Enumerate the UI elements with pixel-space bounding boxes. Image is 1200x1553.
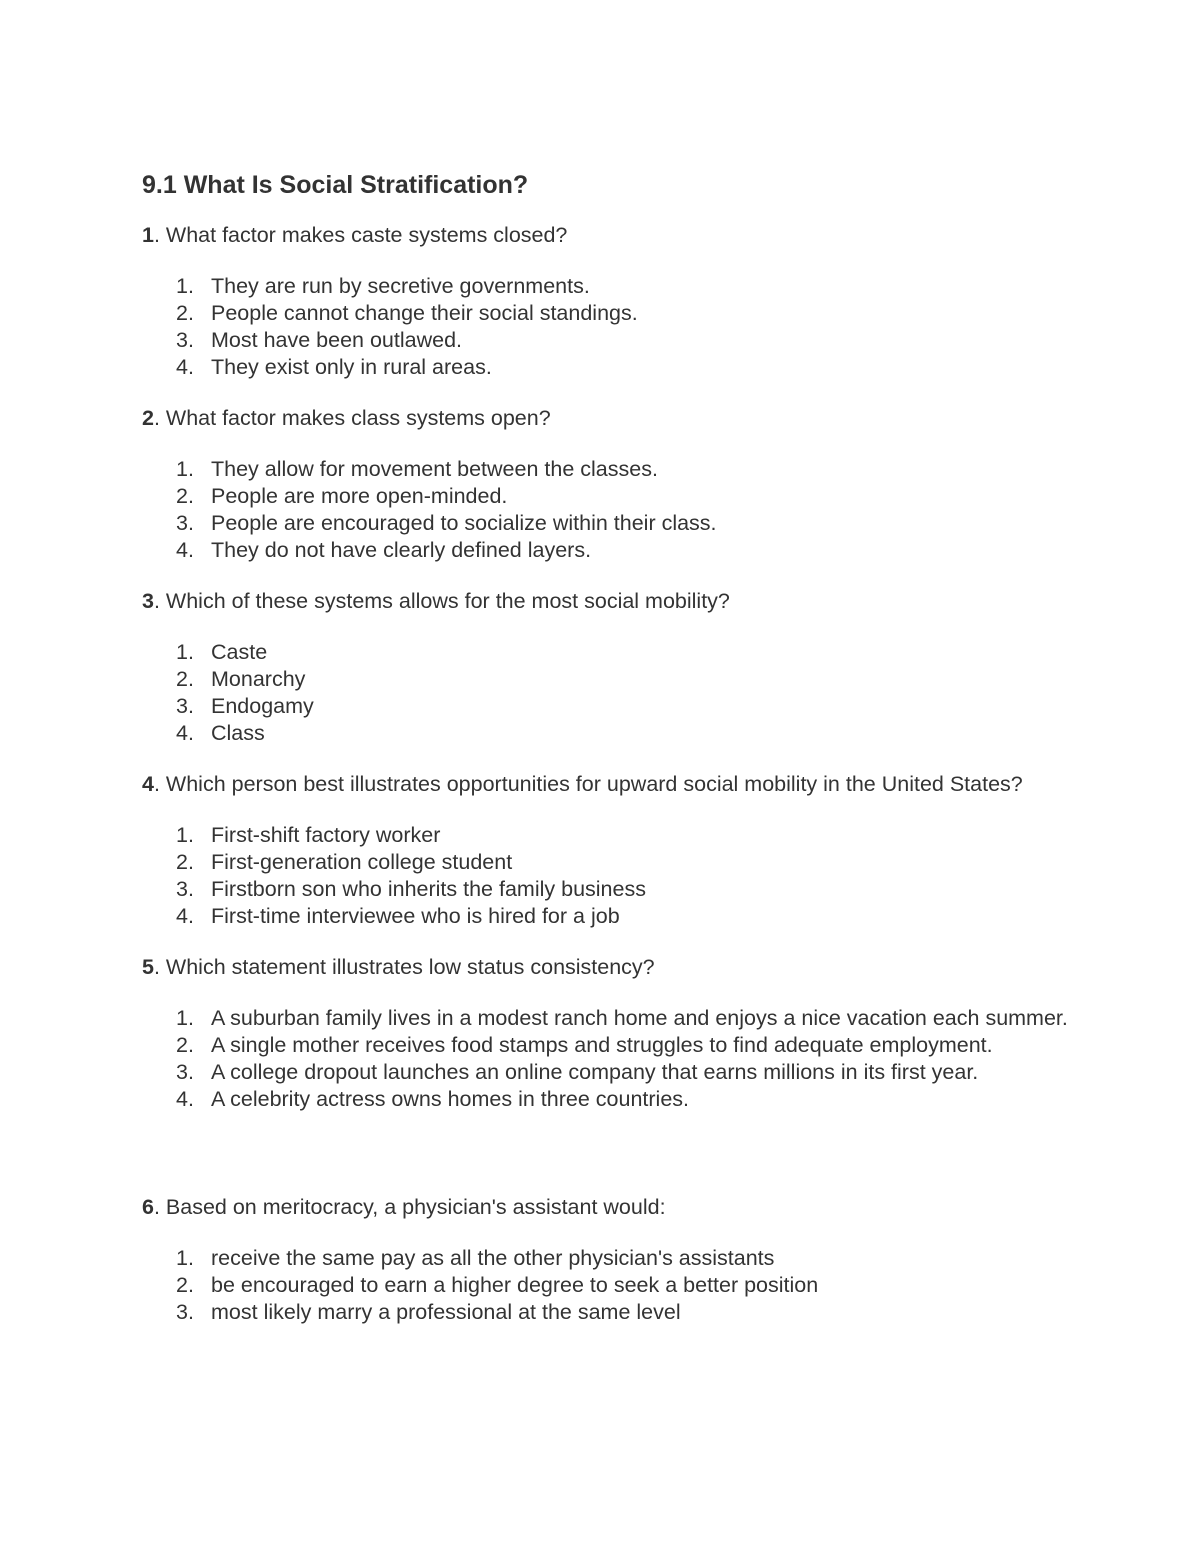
- question-text: . Based on meritocracy, a physician's assistant would:: [153, 1195, 666, 1219]
- answer-option: 2. A single mother receives food stamps and struggles to find adequate employment.: [176, 1033, 993, 1057]
- answer-option: 4. They do not have clearly defined layers.: [176, 538, 592, 562]
- answer-option: 3. Firstborn son who inherits the family business: [176, 877, 646, 901]
- answer-option: 1. Caste: [176, 640, 268, 664]
- answer-option: 1. First-shift factory worker: [176, 823, 441, 847]
- answer-option: 3. People are encouraged to socialize within their class.: [176, 511, 717, 535]
- question-text: . What factor makes caste systems closed?: [153, 223, 568, 247]
- answer-option: 3. Endogamy: [176, 694, 314, 718]
- question-text: . What factor makes class systems open?: [153, 406, 551, 430]
- answer-option: 2. Monarchy: [176, 667, 306, 691]
- answer-option: 1. They are run by secretive governments.: [176, 274, 590, 298]
- question-6: [142, 1194, 1072, 1221]
- question-text: . Which person best illustrates opportunities for upward social mobility in the United States?: [153, 772, 1023, 796]
- answer-option: 3. Most have been outlawed.: [176, 328, 462, 352]
- question-3: [142, 588, 1072, 615]
- answer-list-6: [142, 1245, 1072, 1326]
- answer-list-5: [142, 1005, 1072, 1113]
- answer-option: 4. A celebrity actress owns homes in three countries.: [176, 1087, 689, 1111]
- question-5: [142, 954, 1072, 981]
- answer-option: 1. receive the same pay as all the other physician's assistants: [176, 1246, 775, 1270]
- answer-list-2: [142, 456, 1072, 564]
- answer-option: 4. First-time interviewee who is hired for a job: [176, 904, 620, 928]
- answer-option: 4. Class: [176, 721, 265, 745]
- answer-option: 1. A suburban family lives in a modest ranch home and enjoys a nice vacation each summer.: [176, 1006, 1068, 1030]
- answer-option: 3. A college dropout launches an online company that earns millions in its first year.: [176, 1060, 979, 1084]
- answer-list-4: [142, 822, 1072, 930]
- question-text: . Which statement illustrates low status consistency?: [153, 955, 655, 979]
- answer-option: 1. They allow for movement between the classes.: [176, 457, 658, 481]
- question-number: 6: [142, 1195, 154, 1219]
- answer-list-1: [142, 273, 1072, 381]
- question-text: . Which of these systems allows for the most social mobility?: [153, 589, 730, 613]
- answer-option: 2. People cannot change their social standings.: [176, 301, 638, 325]
- answer-list-3: [142, 639, 1072, 747]
- question-2: [142, 405, 1072, 432]
- answer-option: 2. be encouraged to earn a higher degree to seek a better position: [176, 1273, 819, 1297]
- question-number: 4: [142, 772, 154, 796]
- question-number: 3: [142, 589, 154, 613]
- blank-spacer: [142, 1137, 1072, 1194]
- answer-option: 2. People are more open-minded.: [176, 484, 508, 508]
- question-1: [142, 222, 1072, 249]
- question-number: 1: [142, 223, 154, 247]
- answer-option: 3. most likely marry a professional at the same level: [176, 1300, 681, 1324]
- answer-option: 2. First-generation college student: [176, 850, 513, 874]
- question-number: 5: [142, 955, 154, 979]
- question-4: [142, 771, 1072, 798]
- question-number: 2: [142, 406, 154, 430]
- document-page: [142, 168, 1072, 1350]
- page-title: 9.1 What Is Social Stratification?: [142, 171, 529, 199]
- answer-option: 4. They exist only in rural areas.: [176, 355, 492, 379]
